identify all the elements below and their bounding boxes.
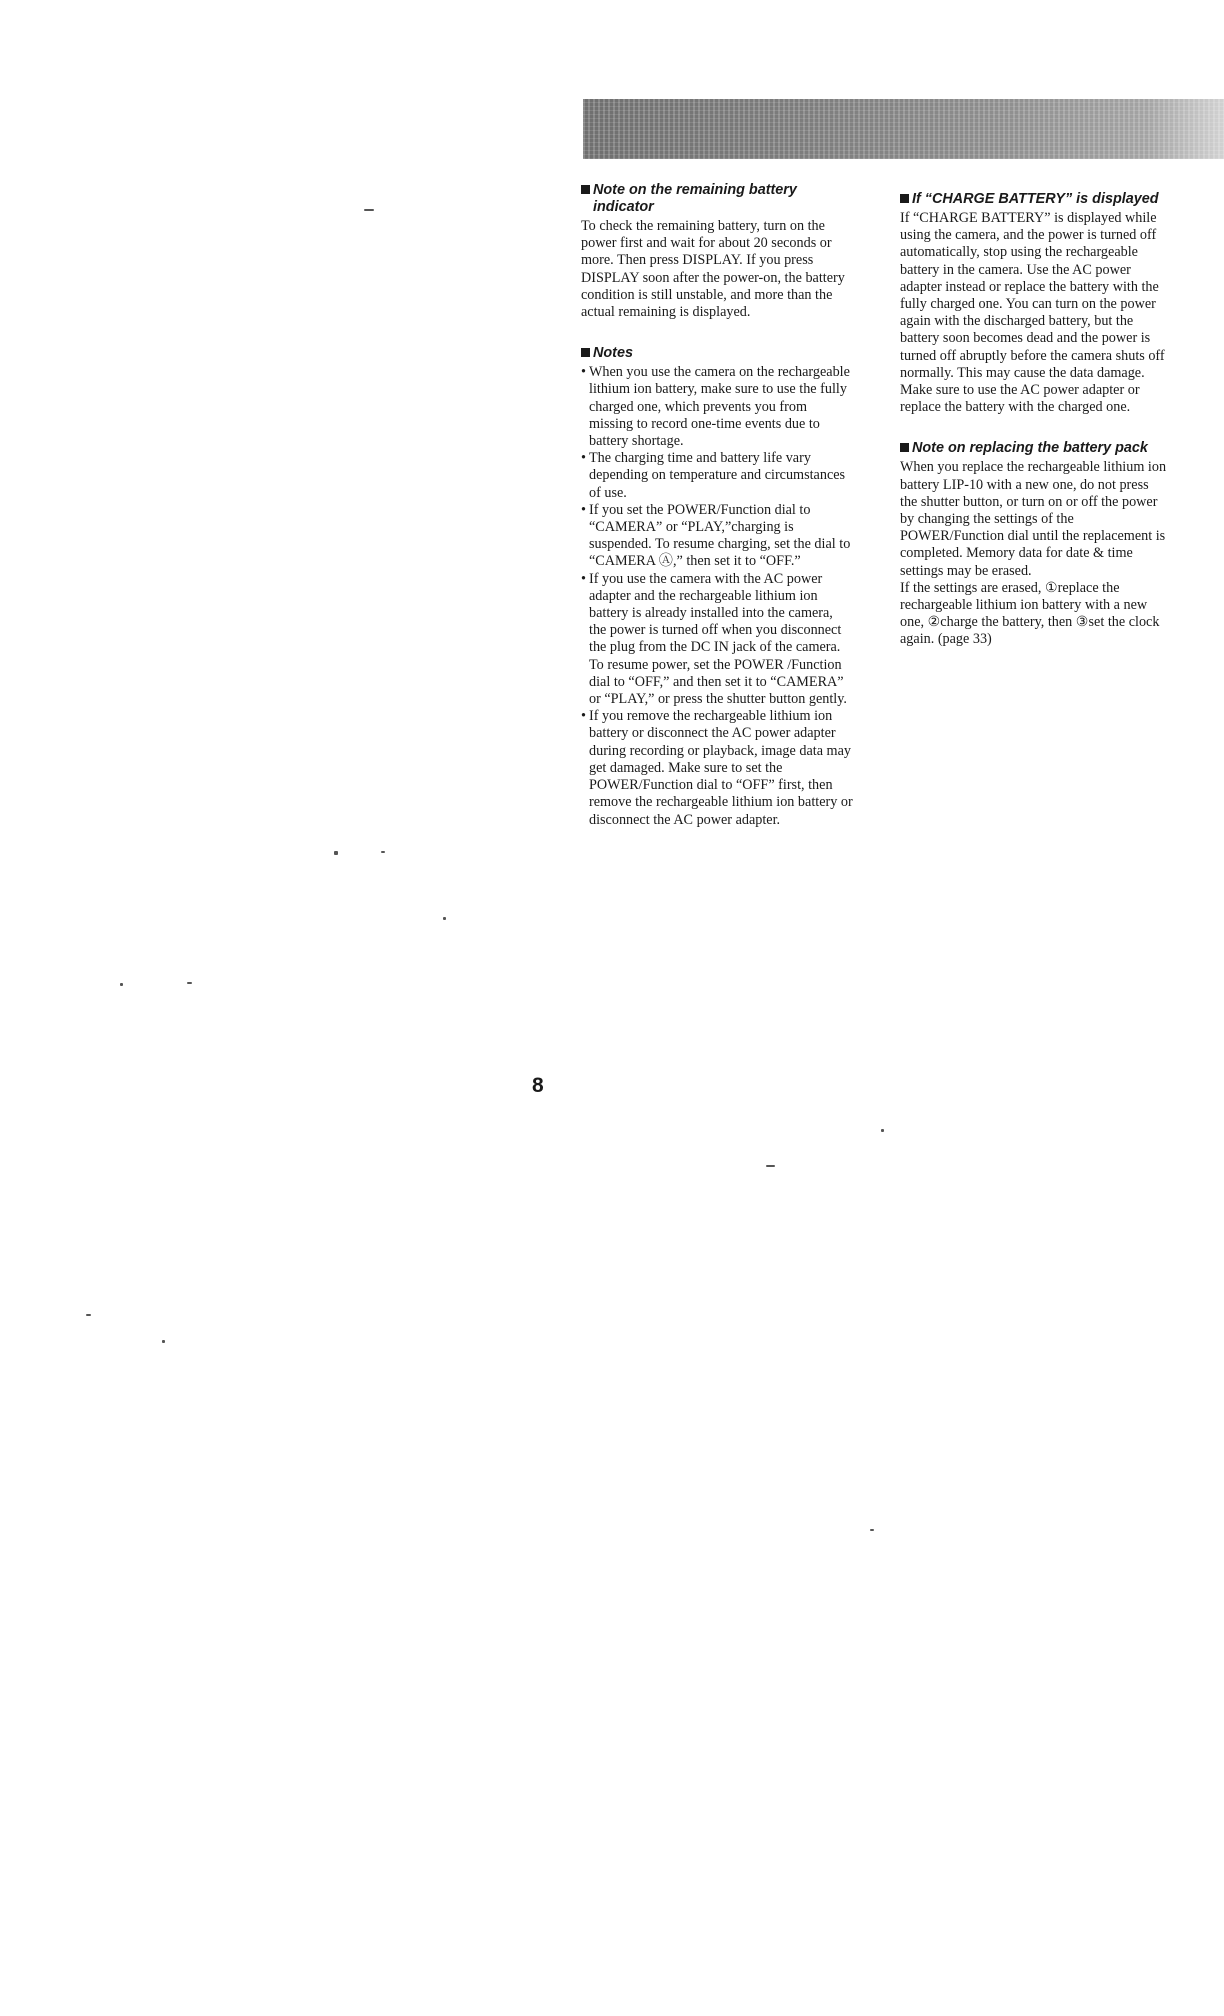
- scan-speck: [162, 1340, 165, 1343]
- list-item: • The charging time and battery life vary depending on temperature and circumstances of use.: [581, 450, 853, 502]
- notes-list: [581, 364, 853, 828]
- list-item: • If you set the POWER/Function dial to “CAMERA” or “PLAY,”charging is suspended. To resume charging, set the dial to “CAMERA Ⓐ,” then set it to “OFF.”: [581, 502, 853, 571]
- list-item: • When you use the camera on the rechargeable lithium ion battery, make sure to use the fully charged one, which prevents you from missing to record one-time events due to battery shortage.: [581, 364, 853, 450]
- scan-speck: [881, 1129, 884, 1132]
- replacing-pack-body: When you replace the rechargeable lithium ion battery LIP-10 with a new one, do not press the shutter button, or turn on or off the power by changing the settings of the POWER/Function dial until the replacement is completed. Memory data for date & time settings may be erased.: [900, 459, 1167, 579]
- charge-battery-heading: If “CHARGE BATTERY” is displayed: [900, 191, 1168, 208]
- scan-speck: [443, 917, 446, 920]
- list-item: • If you remove the rechargeable lithium ion battery or disconnect the AC power adapter during recording or playback, image data may get damaged. Make sure to set the POWER/Function dial to “OFF” first, then remove the rechargeable lithium ion battery or disconnect the AC power adapter.: [581, 708, 853, 828]
- scan-speck: [766, 1165, 775, 1167]
- charge-battery-section: [900, 191, 1168, 416]
- replacing-pack-section: [900, 440, 1168, 648]
- scan-speck: [381, 851, 385, 853]
- right-column: [900, 182, 1168, 673]
- replacing-pack-body-steps: If the settings are erased, ①replace the rechargeable lithium ion battery with a new one, ②charge the battery, then ③set the clock again. (page 33): [900, 579, 1160, 648]
- scan-speck: [334, 851, 338, 855]
- section-marker-icon: [581, 348, 590, 357]
- battery-indicator-section: [581, 182, 853, 321]
- scan-speck: [120, 983, 123, 986]
- section-marker-icon: [581, 185, 590, 194]
- scan-speck: [870, 1529, 874, 1531]
- left-column: [581, 182, 853, 853]
- notes-heading: Notes: [581, 345, 853, 362]
- replacing-pack-heading: Note on replacing the battery pack: [900, 440, 1168, 457]
- section-marker-icon: [900, 194, 909, 203]
- section-marker-icon: [900, 443, 909, 452]
- battery-indicator-body: To check the remaining battery, turn on the power first and wait for about 20 seconds or more. Then press DISPLAY. If you press DISPLAY soon after the power-on, the battery condition is still unstable, and more than the actual remaining is displayed.: [581, 218, 845, 321]
- scan-speck: [364, 209, 374, 211]
- list-item: • If you use the camera with the AC power adapter and the rechargeable lithium ion battery is already installed into the camera, the power is turned off when you disconnect the plug from the DC IN jack of the camera. To resume power, set the POWER /Function dial to “OFF,” and then set it to “CAMERA” or “PLAY,” or press the shutter button gently.: [581, 571, 853, 709]
- scan-speck: [187, 982, 192, 984]
- scan-speck: [86, 1314, 91, 1316]
- battery-indicator-heading: Note on the remaining battery indicator: [581, 182, 853, 216]
- header-bar: [583, 99, 1224, 159]
- notes-section: [581, 345, 853, 828]
- page-number: 8: [532, 1074, 544, 1097]
- charge-battery-body: If “CHARGE BATTERY” is displayed while using the camera, and the power is turned off automatically, stop using the rechargeable battery in the camera. Use the AC power adapter instead or replace the battery with the fully charged one. You can turn on the power again with the discharged battery, but the battery soon becomes dead and the power is turned off abruptly before the camera shuts off normally. This may cause the data damage. Make sure to use the AC power adapter or replace the battery with the charged one.: [900, 210, 1165, 416]
